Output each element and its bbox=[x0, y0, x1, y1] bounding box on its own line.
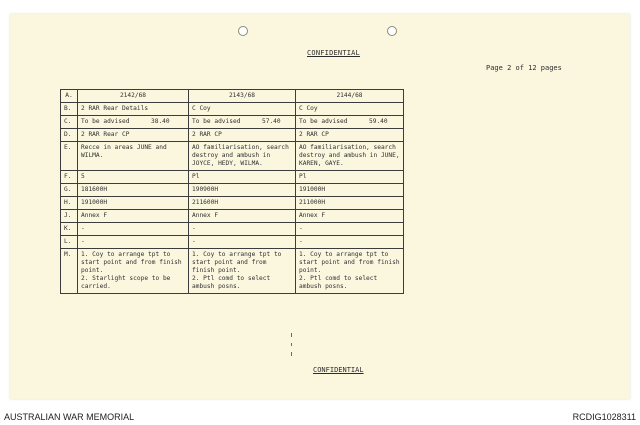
table-cell: C Coy bbox=[296, 103, 404, 116]
archive-reference: RCDIG1028311 bbox=[572, 412, 636, 422]
table-cell: Annex F bbox=[189, 210, 296, 223]
table-cell: 2142/68 bbox=[78, 90, 189, 103]
table-row bbox=[61, 142, 404, 171]
table-row bbox=[61, 90, 404, 103]
table-cell: 2 RAR Rear CP bbox=[78, 129, 189, 142]
table-cell: 1. Coy to arrange tpt to start point and from finish point. 2. Ptl comd to select ambush posns. bbox=[189, 249, 296, 294]
table-cell: 2144/68 bbox=[296, 90, 404, 103]
table-cell: 5 bbox=[78, 171, 189, 184]
table-cell: - bbox=[296, 236, 404, 249]
row-label: K. bbox=[61, 223, 78, 236]
table-cell: Pl bbox=[296, 171, 404, 184]
row-label: B. bbox=[61, 103, 78, 116]
table-cell: - bbox=[78, 223, 189, 236]
table-cell bbox=[296, 116, 404, 129]
footer-classification: CONFIDENTIAL bbox=[313, 366, 364, 374]
header-classification: CONFIDENTIAL bbox=[307, 49, 360, 57]
row-label: C. bbox=[61, 116, 78, 129]
table-row bbox=[61, 197, 404, 210]
row-label: E. bbox=[61, 142, 78, 171]
table-cell: 211000H bbox=[296, 197, 404, 210]
row-label: G. bbox=[61, 184, 78, 197]
table-cell: 1. Coy to arrange tpt to start point and from finish point. 2. Ptl comd to select ambush posns. bbox=[296, 249, 404, 294]
table-cell: Recce in areas JUNE and WILMA. bbox=[78, 142, 189, 171]
page-number: Page 2 of 12 pages bbox=[486, 64, 562, 72]
table-row bbox=[61, 184, 404, 197]
table-row bbox=[61, 236, 404, 249]
fold-mark bbox=[291, 333, 292, 337]
row-label: A. bbox=[61, 90, 78, 103]
fold-mark bbox=[291, 343, 292, 346]
table-cell: AO familiarisation, search destroy and ambush in JOYCE, HEDY, WILMA. bbox=[189, 142, 296, 171]
table-cell: Annex F bbox=[296, 210, 404, 223]
table-cell: 2143/68 bbox=[189, 90, 296, 103]
punch-hole bbox=[387, 26, 397, 36]
table-cell: 191000H bbox=[296, 184, 404, 197]
table-cell: - bbox=[78, 236, 189, 249]
cell-text: To be advised bbox=[299, 118, 348, 125]
table-cell: - bbox=[189, 223, 296, 236]
table-cell: 1. Coy to arrange tpt to start point and from finish point. 2. Starlight scope to be carried. bbox=[78, 249, 189, 294]
table-cell: 181600H bbox=[78, 184, 189, 197]
table-row bbox=[61, 249, 404, 294]
cell-time: 38.40 bbox=[151, 118, 170, 125]
table-cell: 2 RAR CP bbox=[189, 129, 296, 142]
table-row bbox=[61, 223, 404, 236]
table-cell: Pl bbox=[189, 171, 296, 184]
cell-text: To be advised bbox=[192, 118, 241, 125]
row-label: J. bbox=[61, 210, 78, 223]
row-label: L. bbox=[61, 236, 78, 249]
table-cell: - bbox=[189, 236, 296, 249]
table-row bbox=[61, 103, 404, 116]
fold-mark bbox=[291, 352, 292, 356]
table-cell: 211600H bbox=[189, 197, 296, 210]
row-label: M. bbox=[61, 249, 78, 294]
table-cell: Annex F bbox=[78, 210, 189, 223]
punch-hole bbox=[238, 26, 248, 36]
archive-source: AUSTRALIAN WAR MEMORIAL bbox=[4, 412, 135, 422]
orders-table bbox=[60, 89, 404, 294]
table-cell: 2 RAR Rear Details bbox=[78, 103, 189, 116]
table-cell bbox=[78, 116, 189, 129]
table-row bbox=[61, 171, 404, 184]
table-row bbox=[61, 210, 404, 223]
table-cell: - bbox=[296, 223, 404, 236]
cell-text: To be advised bbox=[81, 118, 130, 125]
table-cell: AO familiarisation, search destroy and ambush in JUNE, KAREN, GAYE. bbox=[296, 142, 404, 171]
table-row bbox=[61, 129, 404, 142]
row-label: D. bbox=[61, 129, 78, 142]
table-cell: C Coy bbox=[189, 103, 296, 116]
table-row bbox=[61, 116, 404, 129]
table-cell: 191000H bbox=[78, 197, 189, 210]
cell-time: 59.40 bbox=[369, 118, 388, 125]
cell-time: 57.40 bbox=[262, 118, 281, 125]
row-label: H. bbox=[61, 197, 78, 210]
table-cell bbox=[189, 116, 296, 129]
row-label: F. bbox=[61, 171, 78, 184]
table-cell: 190900H bbox=[189, 184, 296, 197]
table-cell: 2 RAR CP bbox=[296, 129, 404, 142]
